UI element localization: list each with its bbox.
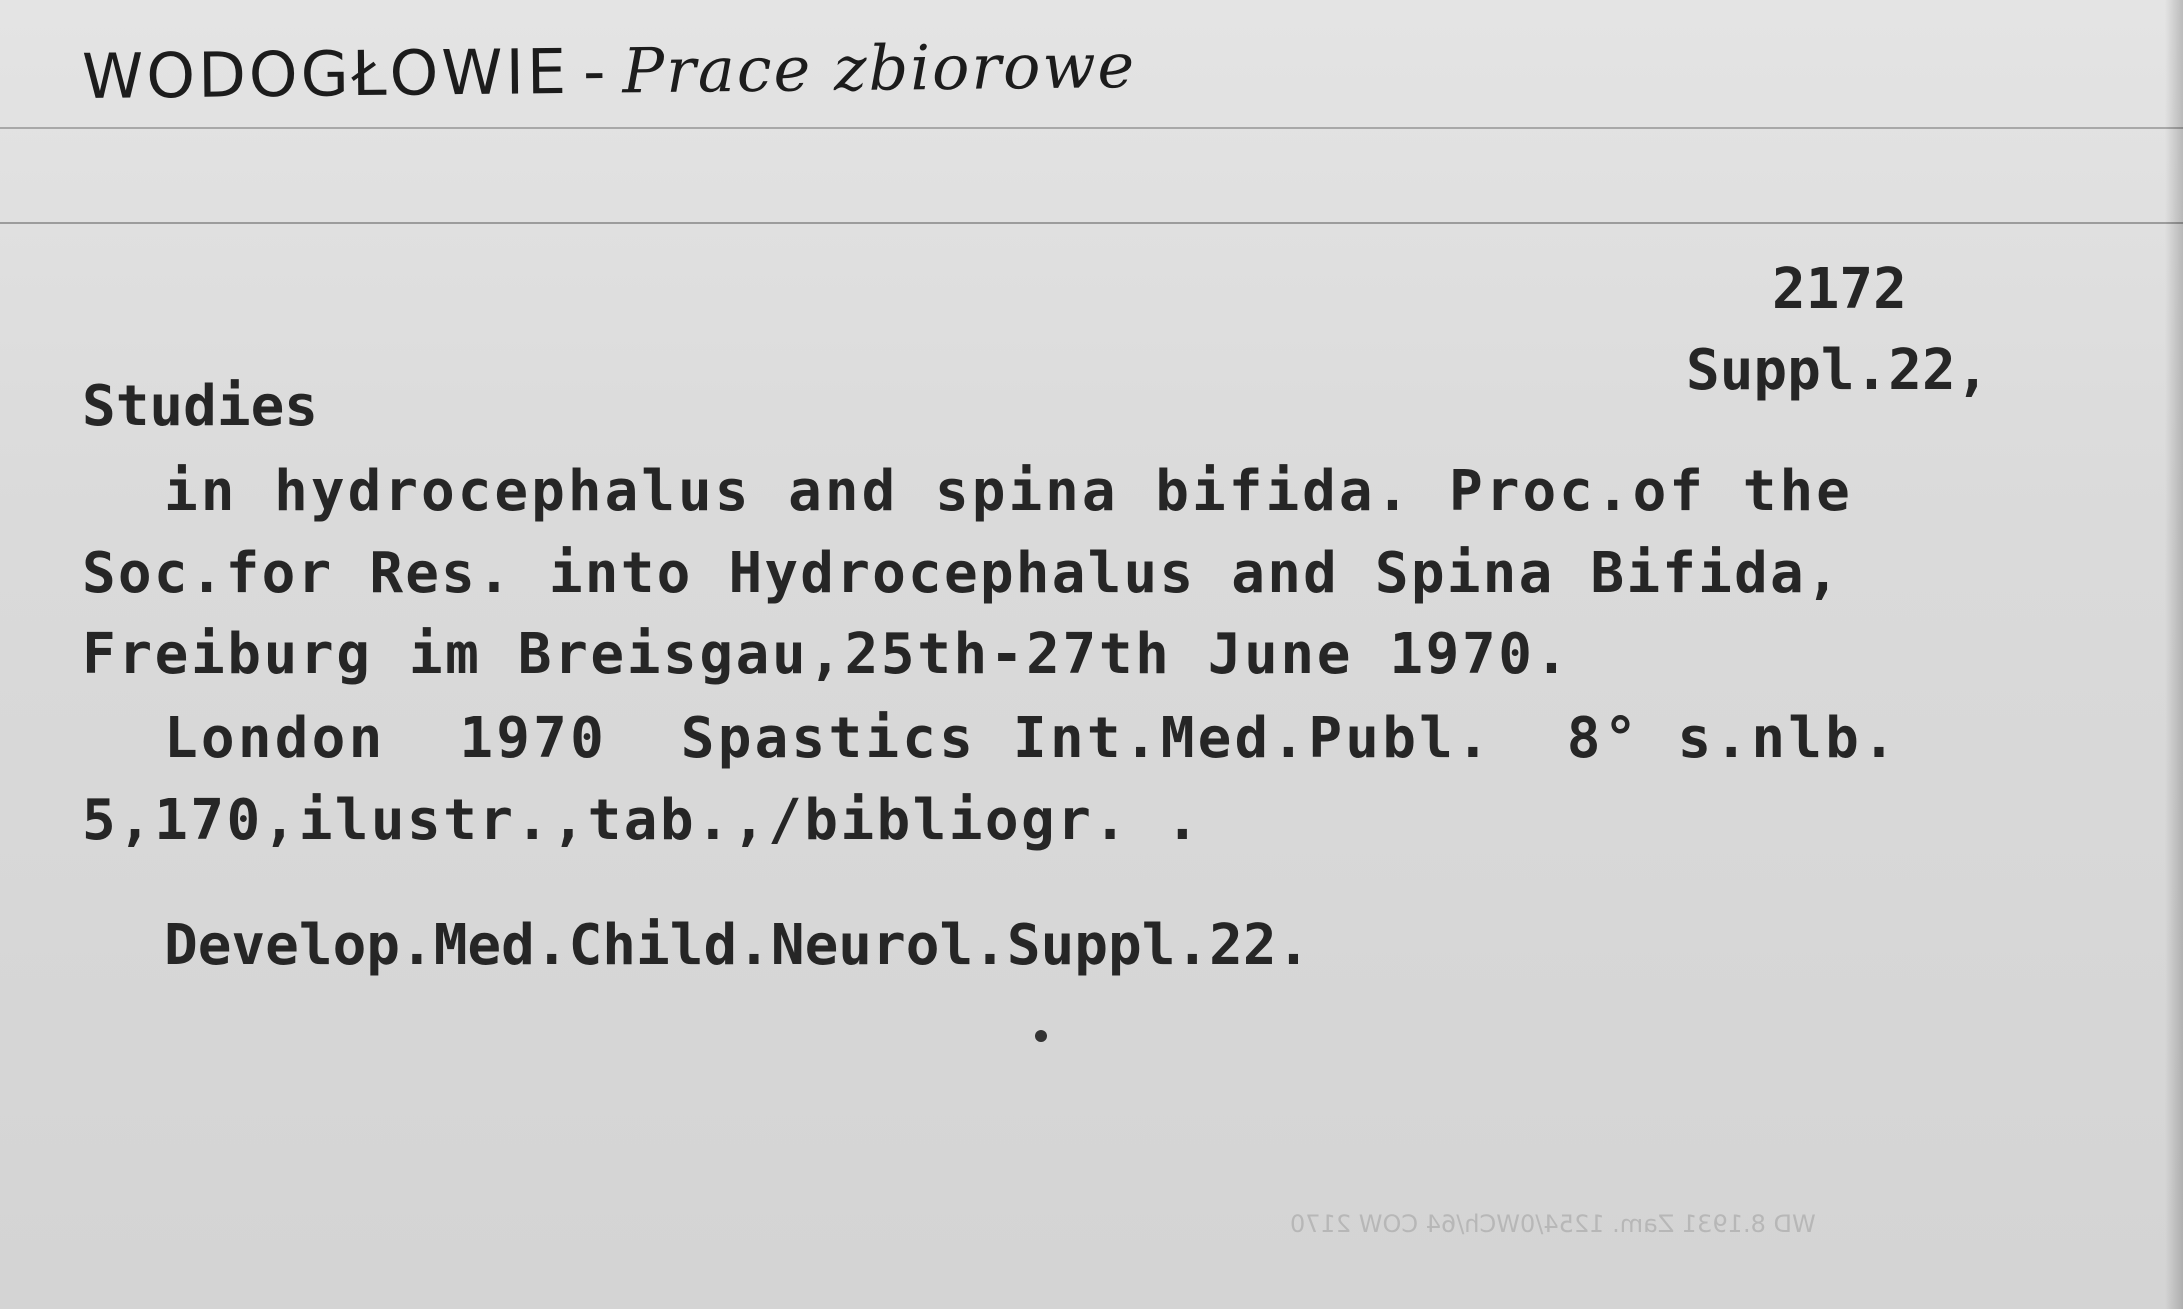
ruled-line <box>0 127 2183 129</box>
printer-imprint: WD 8.1931 Zam. 1254/0WCh/64 COW 2170 <box>1290 1210 1816 1238</box>
ruled-line <box>0 222 2183 224</box>
heading-separator: - <box>582 34 609 108</box>
heading-subdivision: Prace zbiorowe <box>622 28 1137 108</box>
ink-dot <box>1035 1030 1047 1042</box>
imprint-line: London 1970 Spastics Int.Med.Publ. 8° s.nlb. <box>164 706 1899 771</box>
heading-term: WODOGŁOWIE <box>81 34 570 113</box>
call-number: 2172 <box>1772 257 1907 322</box>
series-note: Develop.Med.Child.Neurol.Suppl.22. <box>164 913 1311 978</box>
description-line: Freiburg im Breisgau,25th-27th June 1970. <box>82 622 1571 687</box>
collation-line: 5,170,ilustr.,tab.,/bibliogr. . <box>82 788 1202 853</box>
call-number-supplement: Suppl.22, <box>1686 338 1990 403</box>
description-line: in hydrocephalus and spina bifida. Proc.of the <box>164 459 1853 524</box>
subject-heading <box>82 29 1137 113</box>
description-line: Soc.for Res. into Hydrocephalus and Spina Bifida, <box>82 541 1842 606</box>
main-entry: Studies <box>82 374 319 439</box>
